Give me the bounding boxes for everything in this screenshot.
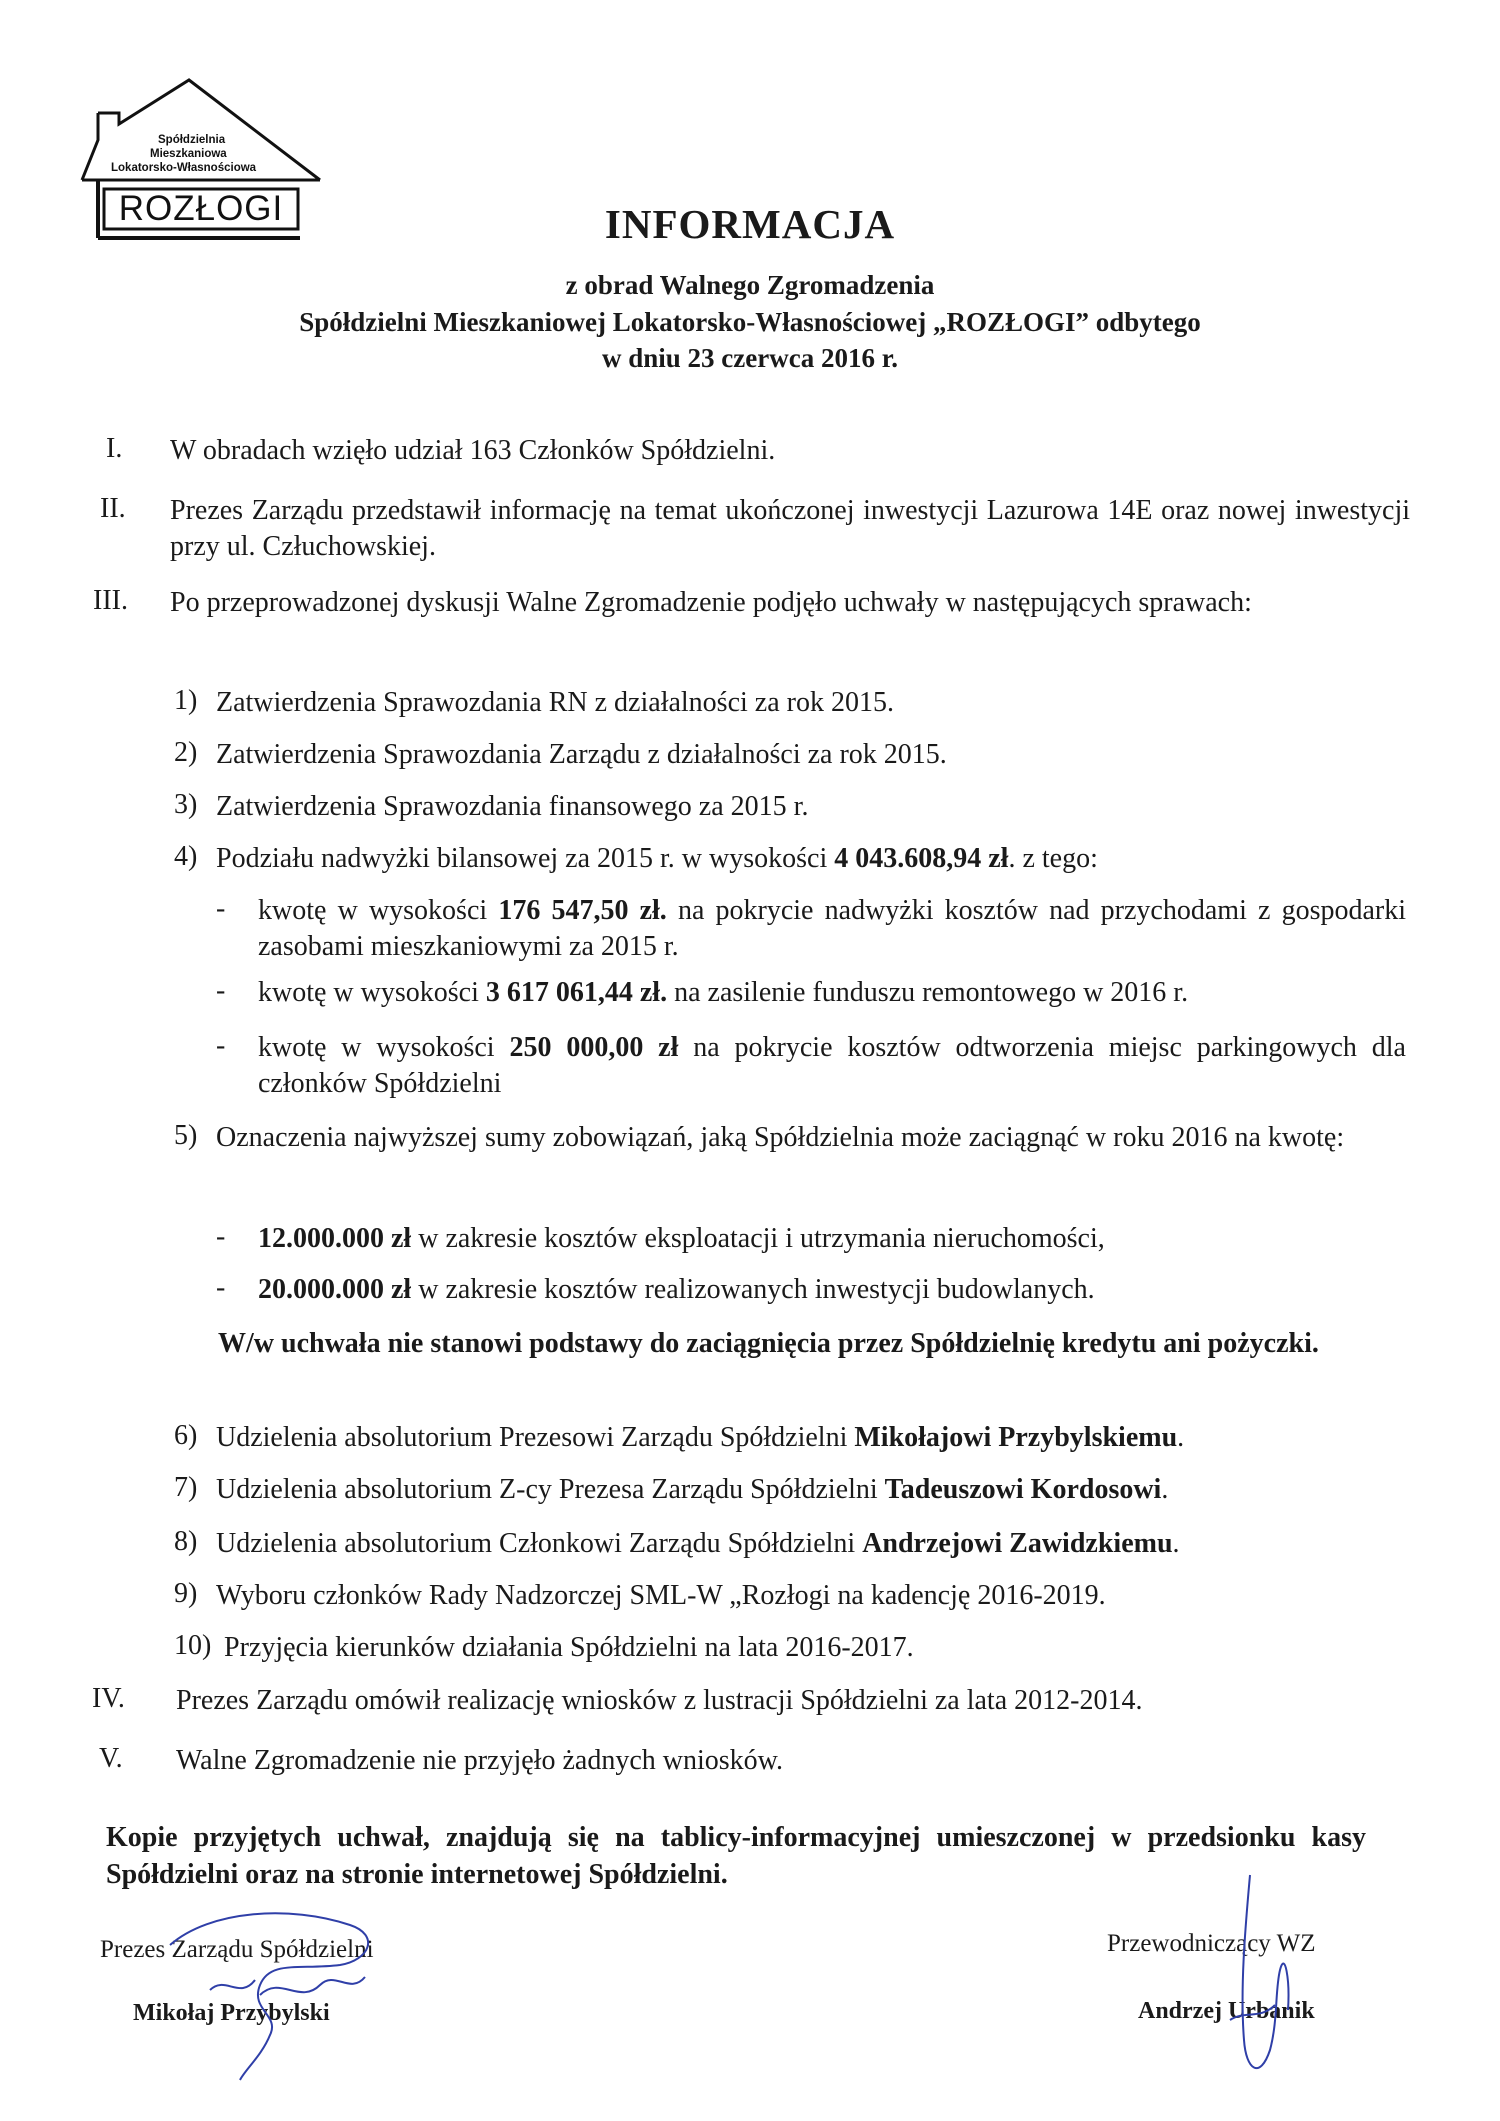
section-number: IV. — [92, 1683, 125, 1714]
resolution-number: 8) — [174, 1526, 198, 1557]
right-signatory-name: Andrzej Urbanik — [1138, 1998, 1315, 2024]
allocation-item: kwotę w wysokości 176 547,50 zł. na pokrycie nadwyżki kosztów nad przychodami z gospodarki zasobami mieszkaniowymi za 2015 r. — [258, 895, 1406, 963]
logo-brand: ROZŁOGI — [118, 189, 284, 228]
liability-item: 20.000.000 zł w zakresie kosztów realizowanych inwestycji budowlanych. — [258, 1274, 1095, 1305]
resolution-text: Udzielenia absolutorium Prezesowi Zarządu Spółdzielni Mikołajowi Przybylskiemu. — [216, 1422, 1185, 1453]
resolution-number: 5) — [174, 1120, 198, 1151]
allocation-amount: 250 000,00 zł — [509, 1032, 679, 1063]
section-number: III. — [93, 585, 128, 616]
allocation-item: kwotę w wysokości 250 000,00 zł na pokrycie kosztów odtworzenia miejsc parkingowych dla członków Spółdzielni — [258, 1032, 1406, 1100]
bullet-dash: - — [216, 1272, 226, 1303]
subtitle-line-3: w dniu 23 czerwca 2016 r. — [602, 343, 898, 373]
section-text: W obradach wzięło udział 163 Członków Spółdzielni. — [170, 435, 776, 466]
left-handwritten-signature — [150, 1905, 410, 2085]
resolution-number: 2) — [174, 737, 198, 768]
right-signatory-role: Przewodniczący WZ — [1107, 1930, 1316, 1957]
allocation-amount: 3 617 061,44 zł. — [485, 977, 668, 1008]
bullet-dash: - — [216, 893, 226, 924]
closing-note: Kopie przyjętych uchwał, znajdują się na tablicy‑informacyjnej umieszczonej w przedsionku kasy Spółdzielni oraz na stronie internetowej Spółdzielni. — [106, 1822, 1366, 1890]
person-name: Andrzejowi Zawidzkiemu — [862, 1528, 1173, 1559]
section-text: Prezes Zarządu omówił realizację wniosków z lustracji Spółdzielni za lata 2012-2014. — [176, 1685, 1143, 1716]
resolution-text: Zatwierdzenia Sprawozdania finansowego za 2015 r. — [216, 791, 809, 822]
resolution-text: Wyboru członków Rady Nadzorczej SML-W „Rozłogi na kadencję 2016-2019. — [216, 1580, 1106, 1611]
section-text: Prezes Zarządu przedstawił informację na temat ukończonej inwestycji Lazurowa 14E oraz nowej inwestycji przy ul. Człuchowskiej. — [170, 495, 1410, 563]
resolution-number: 3) — [174, 789, 198, 820]
allocation-amount: 176 547,50 zł. — [498, 895, 667, 926]
logo-line-2: Mieszkaniowa — [150, 148, 227, 160]
liability-amount: 12.000.000 zł — [258, 1223, 412, 1254]
section-number: V. — [99, 1743, 123, 1774]
bullet-dash: - — [216, 975, 226, 1006]
resolution-text: Udzielenia absolutorium Członkowi Zarządu Spółdzielni Andrzejowi Zawidzkiemu. — [216, 1528, 1180, 1559]
resolution-text: Podziału nadwyżki bilansowej za 2015 r. w wysokości 4 043.608,94 zł. z tego: — [216, 843, 1098, 874]
resolution-text: Udzielenia absolutorium Z-cy Prezesa Zarządu Spółdzielni Tadeuszowi Kordosowi. — [216, 1474, 1169, 1505]
bullet-dash: - — [216, 1030, 226, 1061]
subtitle-line-1: z obrad Walnego Zgromadzenia — [565, 270, 935, 300]
logo-line-3: Lokatorsko-Własnościowa — [111, 162, 257, 174]
allocation-item: kwotę w wysokości 3 617 061,44 zł. na zasilenie funduszu remontowego w 2016 r. — [258, 977, 1189, 1008]
document-title: INFORMACJA — [604, 201, 896, 247]
left-signatory-role: Prezes Zarządu Spółdzielni — [100, 1936, 374, 1963]
resolution-number: 7) — [174, 1472, 198, 1503]
section-number: I. — [106, 433, 123, 464]
resolution-note: W/w uchwała nie stanowi podstawy do zaciągnięcia przez Spółdzielnię kredytu ani pożyczki. — [218, 1328, 1319, 1359]
section-number: II. — [100, 493, 126, 524]
bullet-dash: - — [216, 1221, 226, 1252]
liability-amount: 20.000.000 zł — [258, 1274, 412, 1305]
resolution-text: Zatwierdzenia Sprawozdania RN z działalności za rok 2015. — [216, 687, 894, 718]
resolution-text: Oznaczenia najwyższej sumy zobowiązań, jaką Spółdzielnia może zaciągnąć w roku 2016 na kwotę: — [216, 1122, 1345, 1153]
person-name: Mikołajowi Przybylskiemu — [854, 1422, 1178, 1453]
surplus-amount: 4 043.608,94 zł — [834, 843, 1009, 874]
resolution-number: 1) — [174, 685, 198, 716]
left-signatory-name: Mikołaj Przybylski — [133, 2000, 330, 2026]
resolution-number: 6) — [174, 1420, 198, 1451]
logo-line-1: Spółdzielnia — [158, 134, 226, 146]
person-name: Tadeuszowi Kordosowi — [884, 1474, 1162, 1505]
resolution-text: Przyjęcia kierunków działania Spółdzielni na lata 2016-2017. — [224, 1632, 914, 1663]
right-handwritten-signature — [1200, 1870, 1320, 2100]
section-text: Po przeprowadzonej dyskusji Walne Zgromadzenie podjęło uchwały w następujących sprawach: — [170, 587, 1252, 618]
resolution-number: 10) — [174, 1630, 212, 1661]
resolution-number: 9) — [174, 1578, 198, 1609]
resolution-text: Zatwierdzenia Sprawozdania Zarządu z działalności za rok 2015. — [216, 739, 947, 770]
section-text: Walne Zgromadzenie nie przyjęło żadnych wniosków. — [176, 1745, 784, 1776]
liability-item: 12.000.000 zł w zakresie kosztów eksploatacji i utrzymania nieruchomości, — [258, 1223, 1105, 1254]
subtitle-line-2: Spółdzielni Mieszkaniowej Lokatorsko-Własnościowej „ROZŁOGI” odbytego — [299, 307, 1201, 337]
resolution-number: 4) — [174, 841, 198, 872]
